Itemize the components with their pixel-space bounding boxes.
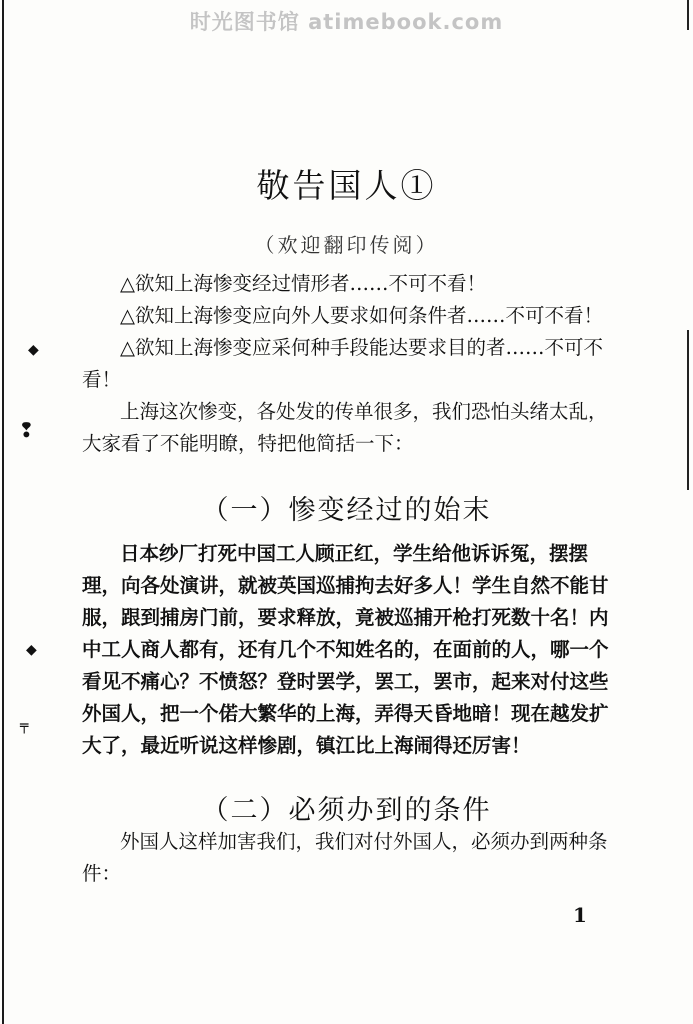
notice-line: △欲知上海惨变应采何种手段能达要求目的者……不可不看！ [82, 336, 603, 391]
page-title: 敬告国人① [256, 166, 437, 205]
margin-mark: ◆ [28, 342, 39, 358]
notice-block [82, 268, 612, 460]
section-heading: （二）必须办到的条件 [201, 795, 492, 826]
margin-mark: ╤ [20, 718, 29, 734]
page-subtitle: （欢迎翻印传阅） [254, 233, 439, 257]
notice-line: △欲知上海惨变经过情形者……不可不看！ [120, 272, 486, 295]
margin-mark: ◆ [26, 642, 37, 658]
section-body [82, 538, 612, 762]
intro-paragraph: 上海这次惨变，各处发的传单很多，我们恐怕头绪太乱，大家看了不能明瞭，特把他简括一下： [82, 400, 608, 455]
margin-mark: ❢ [18, 418, 35, 442]
page-edge-right [687, 330, 689, 490]
page-number: 1 [573, 903, 587, 927]
section-body [82, 826, 612, 890]
section-paragraph: 日本纱厂打死中国工人顾正红，学生给他诉诉冤，摆摆理，向各处演讲，就被英国巡捕拘去好多人！学生自然不能甘服，跟到捕房门前，要求释放，竟被巡捕开枪打死数十名！内中工人商人都有，还有几个不知姓名的，在面前的人，哪一个看见不痛心？不愤怒？登时罢学，罢工，罢市，起来对付这些外国人，把一个偌大繁华的上海，弄得天昏地暗！现在越发扩大了，最近听说这样惨剧，镇江比上海闹得还厉害！ [82, 542, 609, 757]
section-heading: （一）惨变经过的始末 [201, 495, 492, 526]
notice-line: △欲知上海惨变应向外人要求如何条件者……不可不看！ [120, 304, 603, 327]
section-paragraph: 外国人这样加害我们，我们对付外国人，必须办到两种条件： [82, 830, 608, 885]
watermark: 时光图书馆 atimebook.com [189, 10, 504, 34]
